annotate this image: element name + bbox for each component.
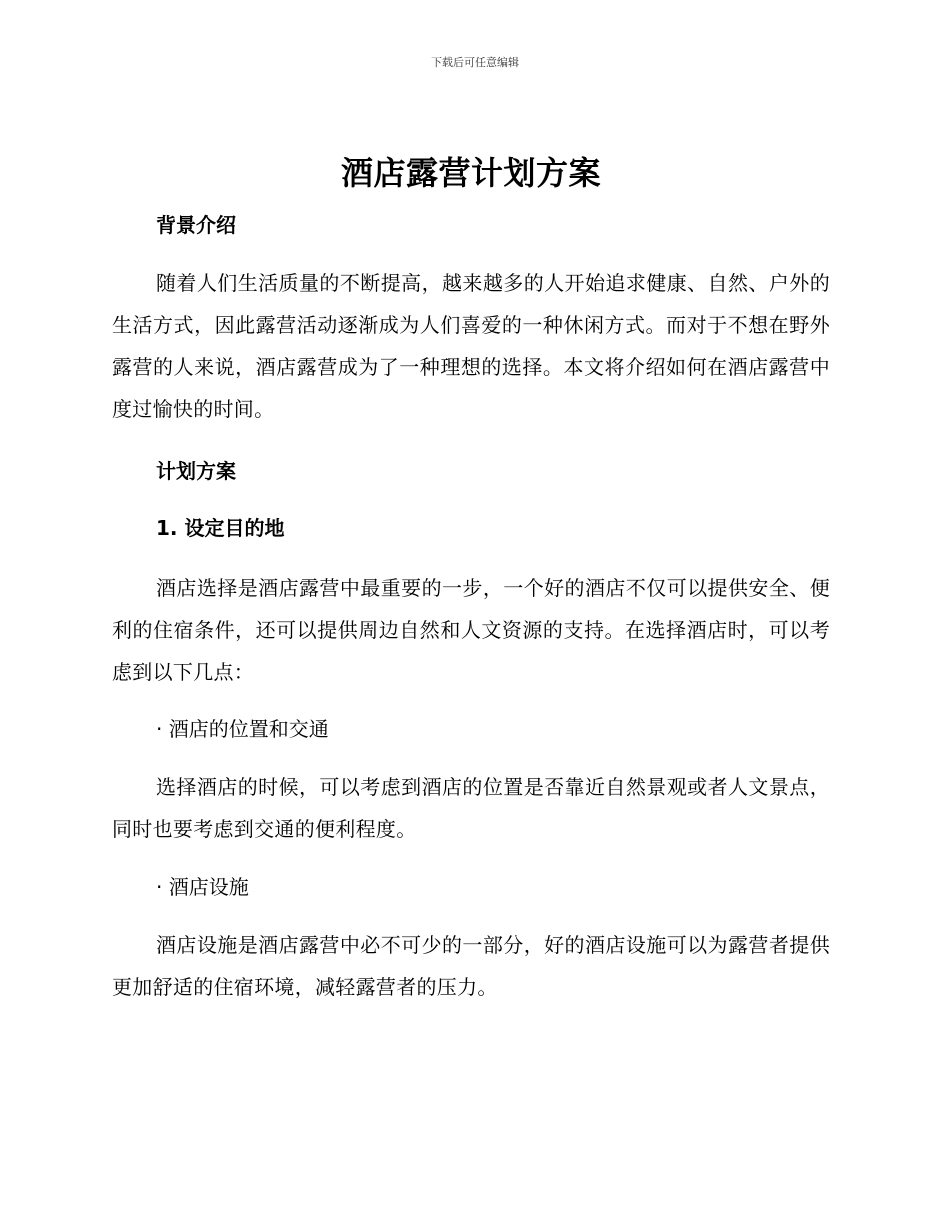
section-heading-background: 背景介绍 [156, 213, 236, 237]
document-body [112, 148, 830, 1008]
section-heading-plan: 计划方案 [156, 459, 236, 483]
paragraph-background: 随着人们生活质量的不断提高，越来越多的人开始追求健康、自然、户外的生活方式，因此露营活动逐渐成为人们喜爱的一种休闲方式。而对于不想在野外露营的人来说，酒店露营成为了一种理想的选择。本文将介绍如何在酒店露营中度过愉快的时间。 [112, 271, 830, 421]
header-note: 下载后可任意编辑 [431, 56, 519, 69]
bullet-location: · 酒店的位置和交通 [156, 717, 329, 741]
subheading-destination: 1. 设定目的地 [156, 516, 285, 540]
paragraph-destination: 酒店选择是酒店露营中最重要的一步，一个好的酒店不仅可以提供安全、便利的住宿条件，还可以提供周边自然和人文资源的支持。在选择酒店时，可以考虑到以下几点： [112, 576, 830, 684]
bullet-facilities: · 酒店设施 [156, 875, 249, 899]
paragraph-location: 选择酒店的时候，可以考虑到酒店的位置是否靠近自然景观或者人文景点，同时也要考虑到交通的便利程度。 [112, 775, 830, 841]
paragraph-facilities: 酒店设施是酒店露营中必不可少的一部分，好的酒店设施可以为露营者提供更加舒适的住宿环境，减轻露营者的压力。 [112, 933, 830, 999]
document-title: 酒店露营计划方案 [340, 154, 601, 192]
